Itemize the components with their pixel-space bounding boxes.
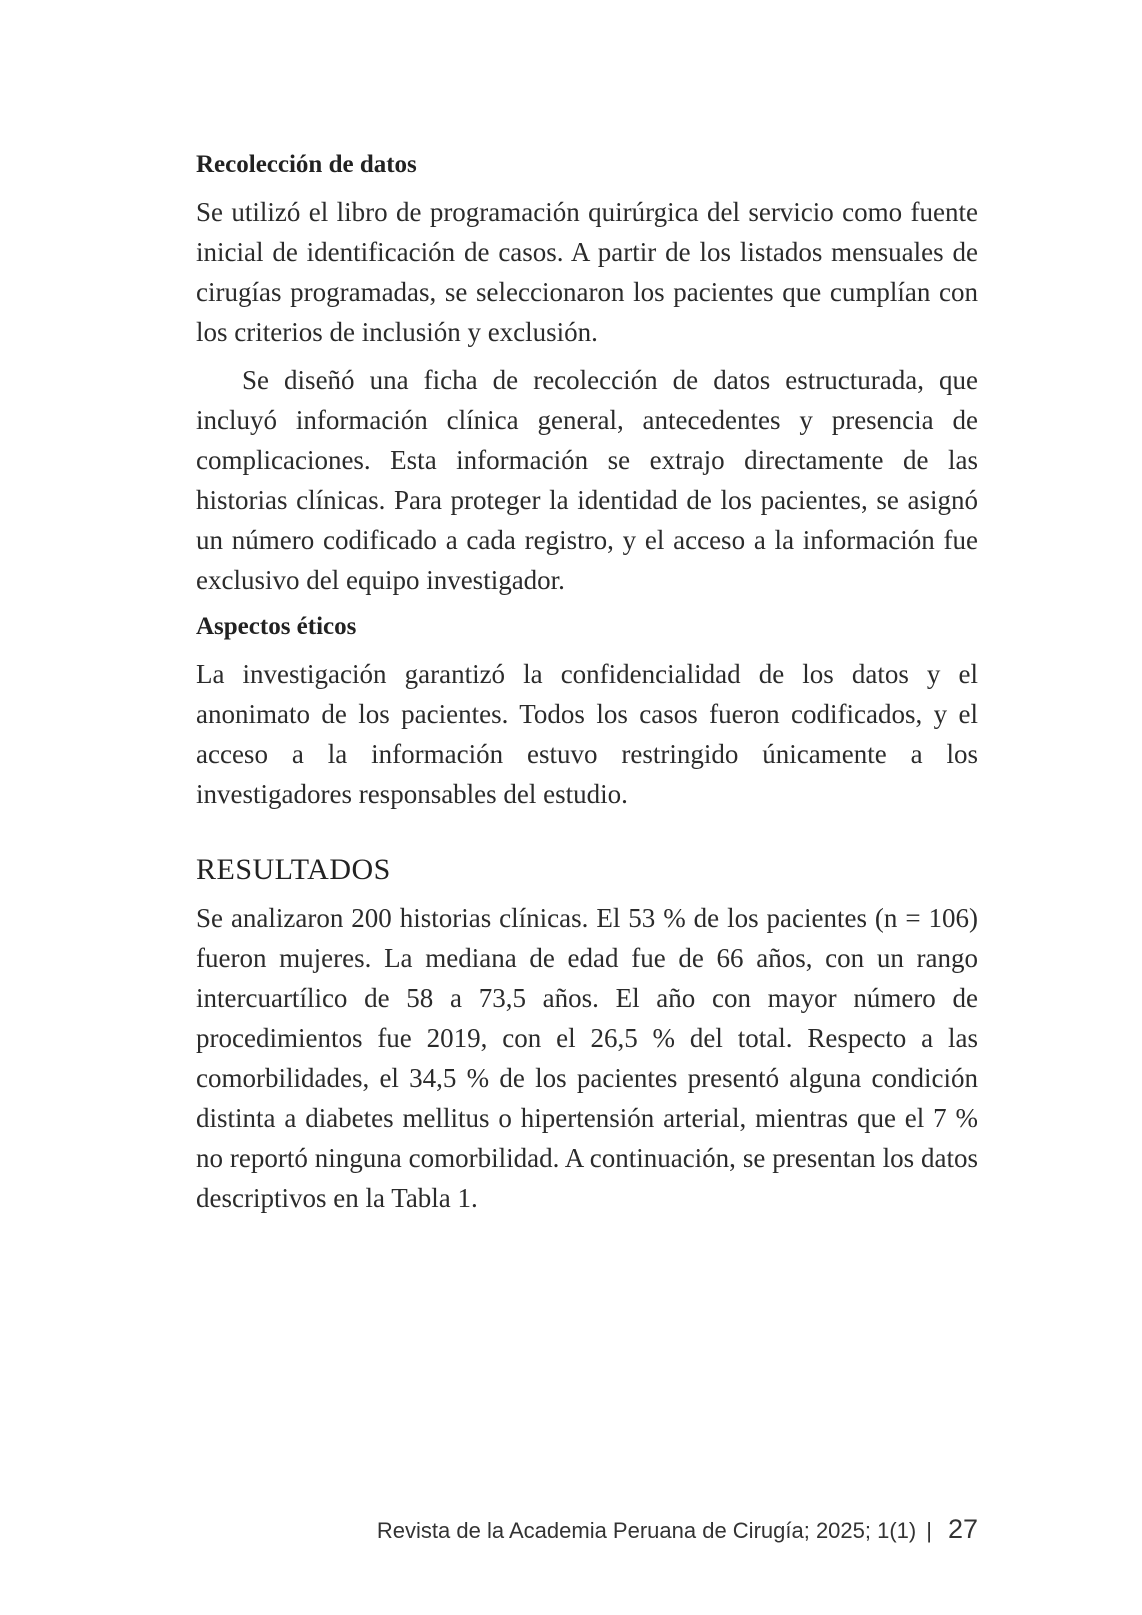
section-title: RESULTADOS	[196, 853, 391, 886]
page-footer	[377, 1514, 978, 1545]
section-heading: Aspectos éticos	[196, 613, 357, 640]
journal-citation: Revista de la Academia Peruana de Cirugía; 2025; 1(1)	[376, 1518, 917, 1543]
footer-separator: |	[926, 1518, 932, 1543]
section-heading: Recolección de datos	[196, 151, 417, 178]
paragraph: La investigación garantizó la confidencialidad de los datos y el anonimato de los pacientes. Todos los casos fueron codificados, y el acceso a la información estuvo restringido únicamente a los investigadores responsables del estudio.	[196, 659, 978, 809]
section-recoleccion-de-datos	[196, 150, 978, 600]
section-aspectos-eticos	[196, 612, 978, 814]
paragraph: Se utilizó el libro de programación quirúrgica del servicio como fuente inicial de identificación de casos. A partir de los listados mensuales de cirugías programadas, se seleccionaron los pacientes que cumplían con los criterios de inclusión y exclusión.	[196, 197, 978, 347]
page-number: 27	[947, 1514, 978, 1544]
page-body	[196, 150, 978, 1218]
paragraph: Se diseñó una ficha de recolección de datos estructurada, que incluyó información clínica general, antecedentes y presencia de complicaciones. Esta información se extrajo directamente de las historias clínicas. Para proteger la identidad de los pacientes, se asignó un número codificado a cada registro, y el acceso a la información fue exclusivo del equipo investigador.	[196, 365, 978, 595]
paragraph: Se analizaron 200 historias clínicas. El 53 % de los pacientes (n = 106) fueron mujeres. La mediana de edad fue de 66 años, con un rango intercuartílico de 58 a 73,5 años. El año con mayor número de procedimientos fue 2019, con el 26,5 % del total. Respecto a las comorbilidades, el 34,5 % de los pacientes presentó alguna condición distinta a diabetes mellitus o hipertensión arterial, mientras que el 7 % no reportó ninguna comorbilidad. A continuación, se presentan los datos descriptivos en la Tabla 1.	[196, 903, 978, 1213]
section-resultados	[196, 852, 978, 1218]
